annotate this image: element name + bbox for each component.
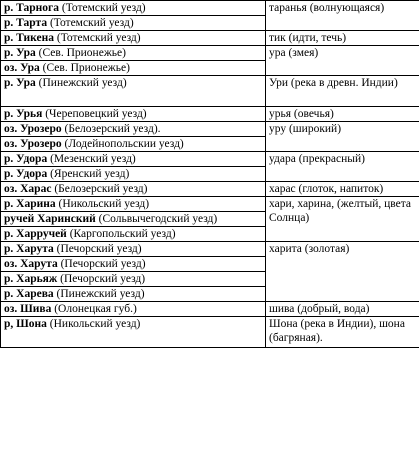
toponym-name: р. Удора xyxy=(4,153,48,165)
toponym-name: р. Ура xyxy=(4,77,36,89)
toponym-name: р. Урья xyxy=(4,108,43,120)
toponym-cell xyxy=(1,107,266,122)
toponym-cell xyxy=(1,257,266,272)
toponym-cell xyxy=(1,76,266,107)
toponym-name: р. Тарта xyxy=(4,17,48,29)
toponym-location: (Белозерский уезд). xyxy=(61,123,161,135)
toponym-location: (Череповецкий уезд) xyxy=(42,108,147,120)
meaning-cell: таранья (волнующаяся) xyxy=(266,1,419,31)
toponym-location: (Тотемский уезд) xyxy=(53,32,141,44)
toponym-cell xyxy=(1,302,266,317)
toponym-name: р. Удора xyxy=(4,168,48,180)
toponym-name: р. Харручей xyxy=(4,228,67,240)
toponym-location: (Пинежский уезд) xyxy=(53,288,145,300)
table-row xyxy=(1,107,419,122)
toponym-name: р, Шона xyxy=(4,318,47,330)
toponym-location: (Мезенский уезд) xyxy=(47,153,136,165)
table-row xyxy=(1,46,419,61)
table-row xyxy=(1,182,419,197)
toponym-cell xyxy=(1,46,266,61)
toponym-location: (Белозерский уезд) xyxy=(51,183,148,195)
table-row xyxy=(1,317,419,348)
meaning-cell: удара (прекрасный) xyxy=(266,152,419,182)
toponym-name: р. Харина xyxy=(4,198,56,210)
table-row xyxy=(1,152,419,167)
table-row xyxy=(1,242,419,257)
toponym-name: оз. Шива xyxy=(4,303,52,315)
toponym-location: (Олонецкая губ.) xyxy=(51,303,137,315)
table-row xyxy=(1,302,419,317)
toponym-name: р. Тикена xyxy=(4,32,54,44)
meaning-cell: харита (золотая) xyxy=(266,242,419,302)
toponym-cell xyxy=(1,137,266,152)
toponym-location: (Тотемский уезд) xyxy=(47,17,134,29)
toponym-cell xyxy=(1,272,266,287)
toponym-name: оз. Харас xyxy=(4,183,52,195)
table-row xyxy=(1,122,419,137)
toponym-name: р. Харева xyxy=(4,288,54,300)
toponym-name: ручей Харинский xyxy=(4,213,96,225)
toponym-name: оз. Урозеро xyxy=(4,123,62,135)
toponym-location: (Никольский уезд) xyxy=(55,198,150,210)
toponym-cell xyxy=(1,61,266,76)
toponym-name: оз. Урозеро xyxy=(4,138,62,150)
toponym-location: (Каргопольский уезд) xyxy=(66,228,176,240)
table-row xyxy=(1,31,419,46)
meaning-cell: урья (овечья) xyxy=(266,107,419,122)
toponym-cell xyxy=(1,317,266,348)
toponym-location: (Лодейнопольскии уезд) xyxy=(61,138,184,150)
meaning-cell: хари, харина, (желтый, цвета Солнца) xyxy=(266,197,419,242)
toponym-cell xyxy=(1,242,266,257)
toponym-name: р. Тарнога xyxy=(4,2,60,14)
toponym-cell xyxy=(1,182,266,197)
toponym-location: (Тотемский уезд) xyxy=(59,2,146,14)
toponym-location: (Печорский уезд) xyxy=(57,258,146,270)
toponym-cell xyxy=(1,227,266,242)
toponym-cell xyxy=(1,122,266,137)
meaning-cell: шива (добрый, вода) xyxy=(266,302,419,317)
toponym-cell xyxy=(1,1,266,16)
meaning-cell: ура (змея) xyxy=(266,46,419,76)
toponym-cell xyxy=(1,197,266,212)
toponym-name: р. Харута xyxy=(4,243,54,255)
meaning-cell: Ури (река в древн. Индии) xyxy=(266,76,419,107)
toponym-location: (Сев. Прионежье) xyxy=(39,62,130,74)
toponym-location: (Яренский уезд) xyxy=(47,168,130,180)
toponym-name: р. Харьяж xyxy=(4,273,58,285)
toponym-cell xyxy=(1,152,266,167)
toponym-cell xyxy=(1,167,266,182)
meaning-cell: Шона (река в Индии), шона (багряная). xyxy=(266,317,419,348)
toponym-cell xyxy=(1,16,266,31)
toponym-cell xyxy=(1,287,266,302)
toponym-location: (Печорский уезд) xyxy=(53,243,142,255)
toponym-location: (Пинежский уезд) xyxy=(35,77,127,89)
toponym-cell xyxy=(1,31,266,46)
meaning-cell: тик (идти, течь) xyxy=(266,31,419,46)
toponym-location: (Никольский уезд) xyxy=(46,318,141,330)
table-row xyxy=(1,1,419,16)
toponym-name: оз. Ура xyxy=(4,62,40,74)
table-row xyxy=(1,76,419,107)
toponym-location: (Сольвычегодский уезд) xyxy=(95,213,218,225)
toponym-cell xyxy=(1,212,266,227)
meaning-cell: уру (широкий) xyxy=(266,122,419,152)
meaning-cell: харас (глоток, напиток) xyxy=(266,182,419,197)
toponym-name: р. Ура xyxy=(4,47,36,59)
table-row xyxy=(1,197,419,212)
toponym-location: (Печорский уезд) xyxy=(57,273,146,285)
toponym-name: оз. Харута xyxy=(4,258,58,270)
toponym-location: (Сев. Прионежье) xyxy=(35,47,126,59)
